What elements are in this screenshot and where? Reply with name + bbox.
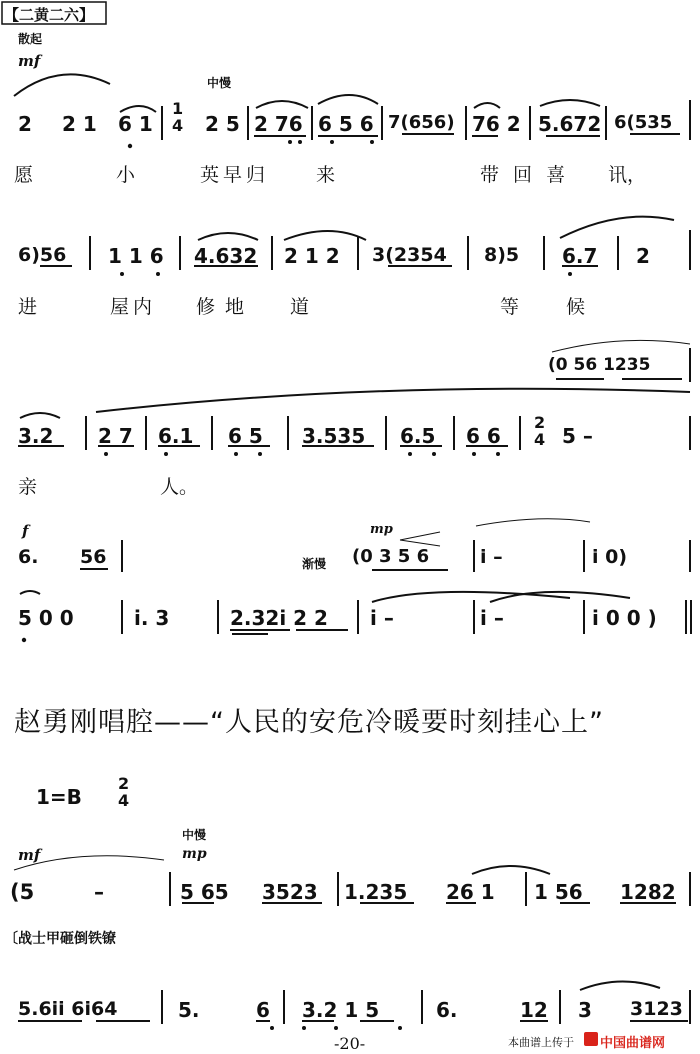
row1-time-sig: 1 4	[172, 99, 184, 135]
s2-row1-note-4: 3523	[262, 880, 318, 904]
s2-row1-note-7: 1 56	[534, 880, 583, 904]
tempo-zhongman-2: 中慢	[182, 828, 207, 842]
s2-row2-note-3: 6	[256, 998, 270, 1022]
row2-note-3: 4.632	[194, 244, 258, 268]
row1-lyric-3: 英早归	[200, 164, 270, 186]
time-num: 2	[118, 774, 130, 793]
row2-lyric-3: 修地	[196, 296, 255, 318]
row4-lower-note-3: 2.32i 2 2	[230, 606, 328, 630]
row3-lyric-2: 人。	[160, 476, 199, 498]
row3-note-2: 2 7	[98, 424, 133, 448]
row1-note-3: 6 1	[118, 112, 153, 136]
s2-row2-note-4: 3.2 1 5	[302, 998, 380, 1022]
row2-note-6: 8)5	[484, 244, 520, 266]
row2-lyric-2: 屋内	[110, 296, 157, 318]
time-den: 4	[118, 791, 130, 810]
row1-note-7: 7(656)	[388, 112, 455, 133]
row3-note-7: 6 6	[466, 424, 501, 448]
page-number: -20-	[334, 1034, 366, 1053]
row4-lower-note-2: i. 3	[134, 606, 170, 630]
row3-time-sig: 2 4	[534, 413, 546, 449]
row2-lyric-5: 等	[500, 296, 520, 318]
row2-lyric-6: 候	[566, 296, 586, 318]
row4-upper-note-3: (0 3 5 6	[352, 546, 430, 567]
s2-row2-note-1: 5.6ii 6i64	[18, 998, 118, 1020]
row3-note-4: 6 5	[228, 424, 263, 448]
row1-note-2: 2 1	[62, 112, 97, 136]
aria-title: 赵勇刚唱腔——“人民的安危冷暖要时刻挂心上”	[14, 707, 604, 738]
s2-row1-note-5: 1.235	[344, 880, 408, 904]
row2-note-4: 2 1 2	[284, 244, 340, 268]
row3-note-1: 3.2	[18, 424, 54, 448]
s2-row2-note-7: 3	[578, 998, 592, 1022]
row1-lyric-1: 愿	[14, 164, 34, 186]
s2-row2-note-6: 12	[520, 998, 548, 1022]
row4-lower-note-6: i 0 0 )	[592, 606, 657, 630]
upload-text: 本曲谱上传于	[508, 1036, 574, 1049]
row1-note-4: 2 5	[205, 112, 240, 136]
dynamic-f: f	[22, 522, 29, 540]
row3-note-6: 6.5	[400, 424, 436, 448]
row4-upper-note-1: 6.	[18, 546, 39, 568]
site-name: 中国曲谱网	[600, 1036, 666, 1051]
key-signature: 1=B	[36, 785, 82, 809]
s2-row1-note-3: 5 65	[180, 880, 229, 904]
tempo-zhongman: 中慢	[207, 76, 232, 90]
row2-note-2: 1 1 6	[108, 244, 164, 268]
dynamic-mf-2: mf	[18, 846, 41, 864]
row2-lyric-1: 进	[18, 296, 38, 318]
row2-note-5: 3(2354	[372, 244, 447, 266]
s2-row1-note-6: 26 1	[446, 880, 495, 904]
s2-row1-note-1: (5	[10, 880, 35, 904]
row1-lyric-5: 带 回 喜	[480, 164, 570, 186]
row3-note-8: 5 –	[562, 424, 593, 448]
row3-note-5: 3.535	[302, 424, 366, 448]
row3-note-3: 6.1	[158, 424, 194, 448]
row4-lower-note-1: 5 0 0	[18, 606, 74, 630]
row1-lyric-6: 讯，	[608, 164, 647, 186]
s2-row2-note-2: 5.	[178, 998, 200, 1022]
row1-note-10: 6(535	[614, 112, 673, 133]
s2-row2-note-5: 6.	[436, 998, 458, 1022]
stage-direction: 〔战士甲砸倒铁镣	[4, 931, 116, 947]
row4-upper-note-2: 56	[80, 546, 107, 568]
row2-note-1: 6)56	[18, 244, 67, 266]
s2-row2-note-8: 3123	[630, 998, 683, 1020]
row3-lyric-1: 亲	[18, 476, 38, 498]
row3-upper-notes: (0 56 1235	[548, 355, 651, 375]
row1-note-8: 76 2	[472, 112, 521, 136]
row4-lower-note-5: i –	[480, 606, 504, 630]
tempo-sanqi: 散起	[18, 32, 43, 46]
row1-lyric-2: 小	[116, 164, 136, 186]
row1-lyric-4: 来	[316, 164, 336, 186]
row4-lower-note-4: i –	[370, 606, 394, 630]
dynamic-mf: mf	[18, 52, 41, 70]
row2-lyric-4: 道	[290, 296, 310, 318]
row1-note-6: 6 5 6	[318, 112, 374, 136]
row1-note-9: 5.672	[538, 112, 602, 136]
s2-row1-note-8: 1282	[620, 880, 676, 904]
row4-upper-note-4: i –	[480, 546, 503, 568]
s2-row1-note-2: –	[94, 880, 104, 904]
row2-note-7: 6.7	[562, 244, 598, 268]
row2-note-8: 2	[636, 244, 650, 268]
tempo-jianman: 渐慢	[302, 557, 327, 571]
dynamic-mp-2: mp	[182, 846, 207, 862]
row4-upper-note-5: i 0)	[592, 546, 628, 568]
row1-note-5: 2 76	[254, 112, 303, 136]
dynamic-mp: mp	[370, 522, 393, 537]
row1-note-1: 2	[18, 112, 32, 136]
section-header: 【二黄二六】	[4, 6, 95, 24]
